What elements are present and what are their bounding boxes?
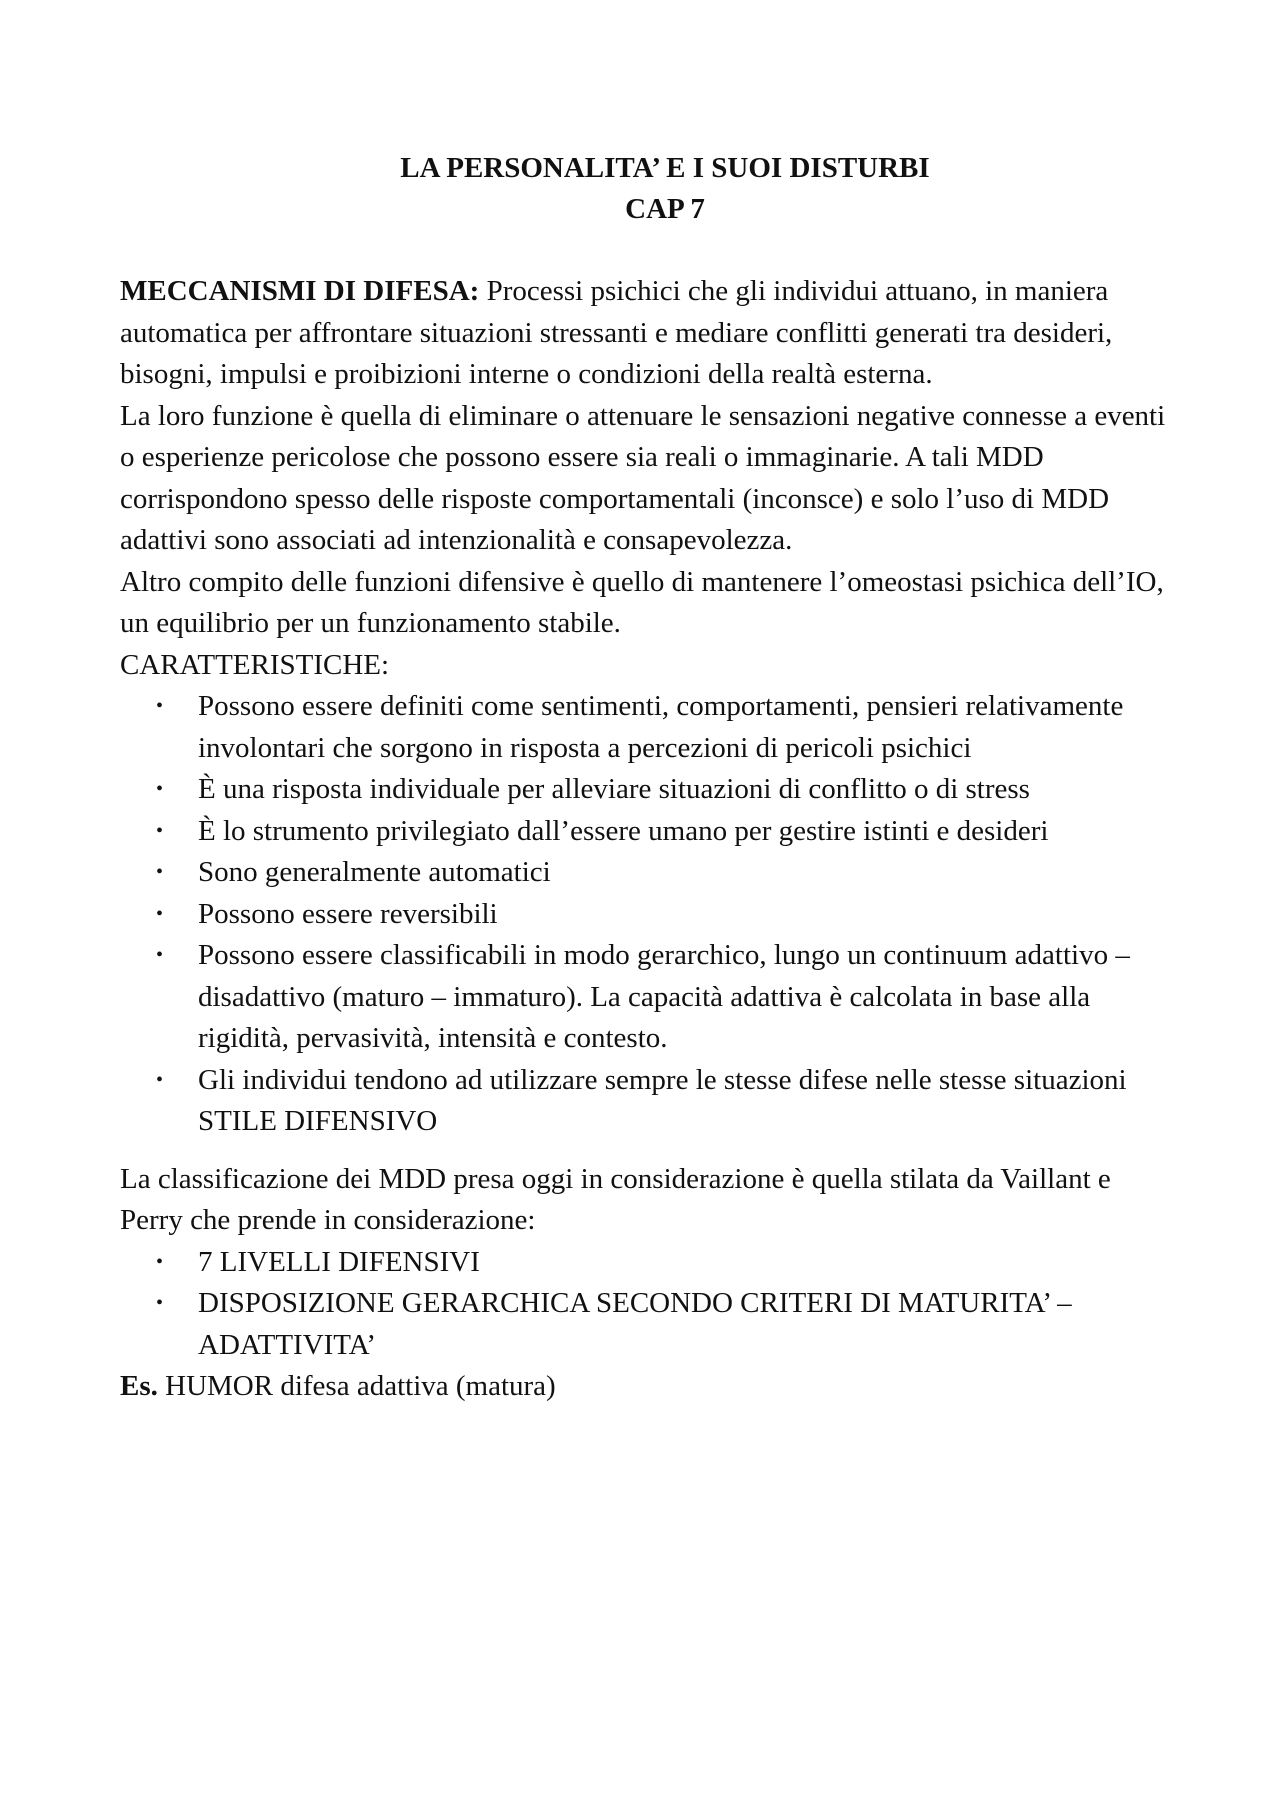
function-paragraph: La loro funzione è quella di eliminare o attenuare le sensazioni negative connesse a eventi o esperienze pericolose che possono essere sia reali o immaginarie. A tali MDD corrispondono spesso delle risposte comportamentali (inconsce) e solo l’uso di MDD adattivi sono associati ad intenzionalità e consapevolezza. — [120, 399, 1166, 556]
example-text: HUMOR difesa adattiva (matura) — [157, 1370, 556, 1402]
definition-paragraph — [120, 271, 1170, 396]
list-item: • Possono essere definiti come sentimenti, comportamenti, pensieri relativamente involontari che sorgono in risposta a percezioni di pericoli psichici — [120, 686, 1170, 769]
example-line — [120, 1366, 1170, 1408]
list-item: • 7 LIVELLI DIFENSIVI — [120, 1242, 1170, 1284]
spacer — [120, 1143, 1170, 1159]
homeostasis-paragraph: Altro compito delle funzioni difensive è quello di mantenere l’omeostasi psichica dell’IO, un equilibrio per un funzionamento stabile. — [120, 565, 1164, 639]
definition-term: MECCANISMI DI DIFESA: — [120, 275, 480, 307]
list-item: • È una risposta individuale per alleviare situazioni di conflitto o di stress — [120, 769, 1170, 811]
definition-text: Processi psichici che gli individui attuano, in maniera automatica per affrontare situazioni stressanti e mediare conflitti generati tra desideri, bisogni, impulsi e proibizioni interne o condizioni della realtà esterna. — [120, 275, 1113, 390]
characteristics-list — [120, 686, 1170, 1143]
title-block — [120, 148, 1170, 230]
classification-paragraph: La classificazione dei MDD presa oggi in considerazione è quella stilata da Vaillant e Perry che prende in considerazione: — [120, 1162, 1111, 1236]
classification-list — [120, 1242, 1170, 1367]
list-item: • DISPOSIZIONE GERARCHICA SECONDO CRITERI DI MATURITA’ – ADATTIVITA’ — [120, 1283, 1170, 1366]
characteristics-heading: CARATTERISTICHE: — [120, 648, 390, 681]
list-item: • È lo strumento privilegiato dall’essere umano per gestire istinti e desideri — [120, 811, 1170, 853]
list-item: • Gli individui tendono ad utilizzare sempre le stesse difese nelle stesse situazioni STILE DIFENSIVO — [120, 1060, 1170, 1143]
list-item: • Possono essere reversibili — [120, 894, 1170, 936]
document-page — [120, 148, 1170, 1408]
list-item: • Possono essere classificabili in modo gerarchico, lungo un continuum adattivo – disadattivo (maturo – immaturo). La capacità adattiva è calcolata in base alla rigidità, pervasività, intensità e contesto. — [120, 935, 1170, 1060]
example-label: Es. — [120, 1370, 158, 1402]
list-item: • Sono generalmente automatici — [120, 852, 1170, 894]
document-title: LA PERSONALITA’ E I SUOI DISTURBI — [400, 152, 930, 184]
chapter-label: CAP 7 — [625, 193, 705, 225]
